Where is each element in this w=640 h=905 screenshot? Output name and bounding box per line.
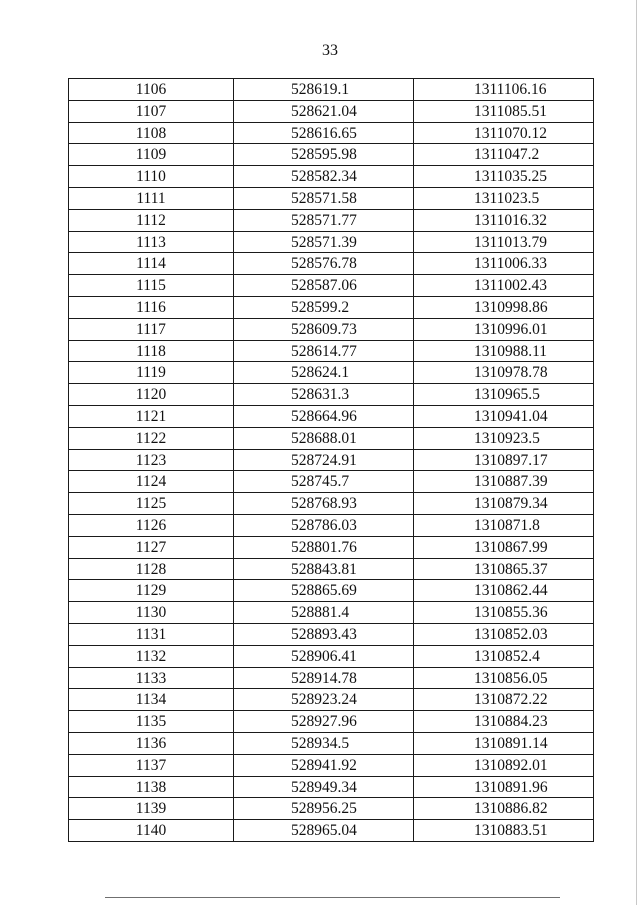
table-row	[69, 537, 594, 559]
y-coordinate-cell: 1310852.4	[414, 646, 594, 667]
point-number-cell: 1115	[69, 275, 234, 296]
y-coordinate-cell: 1310883.51	[414, 820, 594, 841]
point-number-cell: 1120	[69, 384, 234, 405]
point-number-cell: 1117	[69, 319, 234, 340]
table-row	[69, 253, 594, 275]
point-number-cell: 1128	[69, 559, 234, 580]
table-row	[69, 580, 594, 602]
y-coordinate-cell: 1311047.2	[414, 144, 594, 165]
point-number-cell: 1140	[69, 820, 234, 841]
point-number-cell: 1131	[69, 624, 234, 645]
table-row	[69, 341, 594, 363]
table-row	[69, 755, 594, 777]
x-coordinate-cell: 528927.96	[234, 711, 414, 732]
x-coordinate-cell: 528624.1	[234, 362, 414, 383]
y-coordinate-cell: 1310892.01	[414, 755, 594, 776]
y-coordinate-cell: 1310891.96	[414, 777, 594, 798]
y-coordinate-cell: 1311106.16	[414, 79, 594, 100]
y-coordinate-cell: 1310867.99	[414, 537, 594, 558]
x-coordinate-cell: 528688.01	[234, 428, 414, 449]
y-coordinate-cell: 1310897.17	[414, 450, 594, 471]
table-row	[69, 362, 594, 384]
x-coordinate-cell: 528619.1	[234, 79, 414, 100]
table-row	[69, 820, 594, 842]
point-number-cell: 1132	[69, 646, 234, 667]
y-coordinate-cell: 1310996.01	[414, 319, 594, 340]
table-row	[69, 493, 594, 515]
x-coordinate-cell: 528609.73	[234, 319, 414, 340]
point-number-cell: 1135	[69, 711, 234, 732]
y-coordinate-cell: 1310891.14	[414, 733, 594, 754]
x-coordinate-cell: 528571.39	[234, 232, 414, 253]
y-coordinate-cell: 1311070.12	[414, 123, 594, 144]
x-coordinate-cell: 528745.7	[234, 471, 414, 492]
x-coordinate-cell: 528786.03	[234, 515, 414, 536]
point-number-cell: 1122	[69, 428, 234, 449]
point-number-cell: 1111	[69, 188, 234, 209]
point-number-cell: 1118	[69, 341, 234, 362]
x-coordinate-cell: 528923.24	[234, 689, 414, 710]
x-coordinate-cell: 528893.43	[234, 624, 414, 645]
coordinates-table	[68, 78, 594, 842]
x-coordinate-cell: 528614.77	[234, 341, 414, 362]
table-row	[69, 79, 594, 101]
table-row	[69, 450, 594, 472]
point-number-cell: 1121	[69, 406, 234, 427]
point-number-cell: 1127	[69, 537, 234, 558]
table-row	[69, 646, 594, 668]
scan-edge-line-bottom	[105, 897, 560, 898]
scan-edge-line-right	[636, 0, 637, 905]
y-coordinate-cell: 1310871.8	[414, 515, 594, 536]
table-row	[69, 777, 594, 799]
x-coordinate-cell: 528599.2	[234, 297, 414, 318]
y-coordinate-cell: 1310872.22	[414, 689, 594, 710]
y-coordinate-cell: 1310988.11	[414, 341, 594, 362]
point-number-cell: 1123	[69, 450, 234, 471]
table-row	[69, 210, 594, 232]
y-coordinate-cell: 1310884.23	[414, 711, 594, 732]
y-coordinate-cell: 1310865.37	[414, 559, 594, 580]
point-number-cell: 1129	[69, 580, 234, 601]
point-number-cell: 1116	[69, 297, 234, 318]
y-coordinate-cell: 1310852.03	[414, 624, 594, 645]
point-number-cell: 1125	[69, 493, 234, 514]
point-number-cell: 1124	[69, 471, 234, 492]
x-coordinate-cell: 528621.04	[234, 101, 414, 122]
table-row	[69, 166, 594, 188]
point-number-cell: 1138	[69, 777, 234, 798]
y-coordinate-cell: 1311013.79	[414, 232, 594, 253]
x-coordinate-cell: 528582.34	[234, 166, 414, 187]
table-row	[69, 668, 594, 690]
point-number-cell: 1108	[69, 123, 234, 144]
y-coordinate-cell: 1310923.5	[414, 428, 594, 449]
x-coordinate-cell: 528934.5	[234, 733, 414, 754]
table-row	[69, 384, 594, 406]
table-row	[69, 406, 594, 428]
y-coordinate-cell: 1310862.44	[414, 580, 594, 601]
y-coordinate-cell: 1310965.5	[414, 384, 594, 405]
y-coordinate-cell: 1310855.36	[414, 602, 594, 623]
point-number-cell: 1114	[69, 253, 234, 274]
table-row	[69, 602, 594, 624]
table-row	[69, 232, 594, 254]
point-number-cell: 1113	[69, 232, 234, 253]
x-coordinate-cell: 528587.06	[234, 275, 414, 296]
table-row	[69, 319, 594, 341]
y-coordinate-cell: 1311002.43	[414, 275, 594, 296]
table-row	[69, 559, 594, 581]
table-row	[69, 515, 594, 537]
table-row	[69, 711, 594, 733]
x-coordinate-cell: 528906.41	[234, 646, 414, 667]
point-number-cell: 1130	[69, 602, 234, 623]
y-coordinate-cell: 1311006.33	[414, 253, 594, 274]
table-row	[69, 471, 594, 493]
x-coordinate-cell: 528956.25	[234, 798, 414, 819]
point-number-cell: 1119	[69, 362, 234, 383]
table-row	[69, 624, 594, 646]
point-number-cell: 1110	[69, 166, 234, 187]
page-number: 33	[322, 42, 338, 59]
point-number-cell: 1126	[69, 515, 234, 536]
x-coordinate-cell: 528724.91	[234, 450, 414, 471]
x-coordinate-cell: 528801.76	[234, 537, 414, 558]
x-coordinate-cell: 528949.34	[234, 777, 414, 798]
x-coordinate-cell: 528616.65	[234, 123, 414, 144]
x-coordinate-cell: 528914.78	[234, 668, 414, 689]
point-number-cell: 1139	[69, 798, 234, 819]
y-coordinate-cell: 1311016.32	[414, 210, 594, 231]
y-coordinate-cell: 1310978.78	[414, 362, 594, 383]
point-number-cell: 1133	[69, 668, 234, 689]
y-coordinate-cell: 1310887.39	[414, 471, 594, 492]
point-number-cell: 1137	[69, 755, 234, 776]
x-coordinate-cell: 528881.4	[234, 602, 414, 623]
point-number-cell: 1112	[69, 210, 234, 231]
y-coordinate-cell: 1310998.86	[414, 297, 594, 318]
y-coordinate-cell: 1310941.04	[414, 406, 594, 427]
x-coordinate-cell: 528576.78	[234, 253, 414, 274]
point-number-cell: 1106	[69, 79, 234, 100]
table-row	[69, 297, 594, 319]
x-coordinate-cell: 528571.58	[234, 188, 414, 209]
y-coordinate-cell: 1310856.05	[414, 668, 594, 689]
point-number-cell: 1134	[69, 689, 234, 710]
table-row	[69, 144, 594, 166]
table-row	[69, 689, 594, 711]
point-number-cell: 1136	[69, 733, 234, 754]
table-row	[69, 428, 594, 450]
x-coordinate-cell: 528941.92	[234, 755, 414, 776]
y-coordinate-cell: 1311035.25	[414, 166, 594, 187]
y-coordinate-cell: 1311023.5	[414, 188, 594, 209]
point-number-cell: 1109	[69, 144, 234, 165]
table-row	[69, 275, 594, 297]
y-coordinate-cell: 1310879.34	[414, 493, 594, 514]
x-coordinate-cell: 528768.93	[234, 493, 414, 514]
y-coordinate-cell: 1310886.82	[414, 798, 594, 819]
table-row	[69, 188, 594, 210]
y-coordinate-cell: 1311085.51	[414, 101, 594, 122]
x-coordinate-cell: 528865.69	[234, 580, 414, 601]
table-row	[69, 123, 594, 145]
table-row	[69, 101, 594, 123]
x-coordinate-cell: 528595.98	[234, 144, 414, 165]
x-coordinate-cell: 528843.81	[234, 559, 414, 580]
x-coordinate-cell: 528631.3	[234, 384, 414, 405]
x-coordinate-cell: 528965.04	[234, 820, 414, 841]
x-coordinate-cell: 528571.77	[234, 210, 414, 231]
table-row	[69, 733, 594, 755]
x-coordinate-cell: 528664.96	[234, 406, 414, 427]
table-row	[69, 798, 594, 820]
point-number-cell: 1107	[69, 101, 234, 122]
